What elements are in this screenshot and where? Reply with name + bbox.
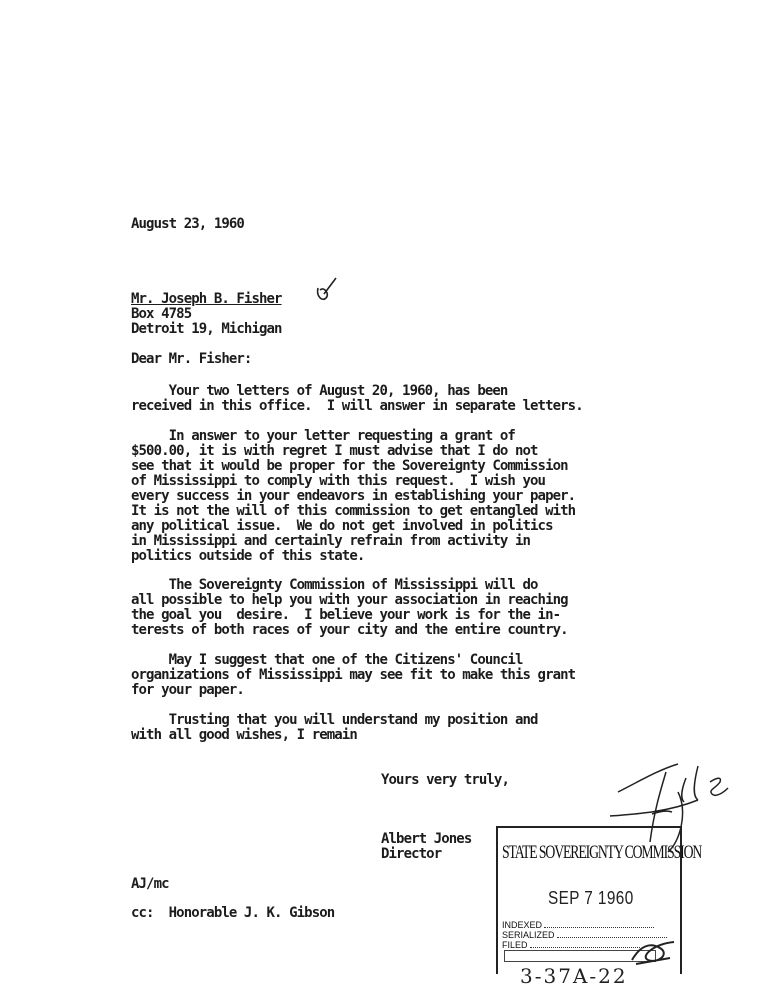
signer-name: Albert Jones bbox=[381, 831, 472, 847]
paragraph-line: May I suggest that one of the Citizens' Council bbox=[131, 652, 523, 668]
paragraph-line: terests of both races of your city and the entire country. bbox=[131, 622, 568, 638]
paragraph-line: the goal you desire. I believe your work is for the in- bbox=[131, 607, 561, 623]
stamp-field-label: FILED bbox=[502, 940, 528, 950]
letter-date: August 23, 1960 bbox=[131, 216, 244, 232]
paragraph-line: of Mississippi to comply with this request. I wish you bbox=[131, 473, 546, 489]
recipient-box: Box 4785 bbox=[131, 306, 192, 322]
stamp-title: STATE SOVEREIGNTY COMMISSION bbox=[502, 842, 702, 863]
handwritten-scribble bbox=[630, 938, 676, 968]
paragraph-line: politics outside of this state. bbox=[131, 548, 365, 564]
paragraph-line: received in this office. I will answer in separate letters. bbox=[131, 398, 583, 414]
paragraph-line: It is not the will of this commission to get entangled with bbox=[131, 503, 576, 519]
closing: Yours very truly, bbox=[381, 772, 509, 788]
paragraph-line: Trusting that you will understand my position and bbox=[131, 712, 538, 728]
paragraph-line: In answer to your letter requesting a grant of bbox=[131, 428, 515, 444]
paragraph-line: Your two letters of August 20, 1960, has been bbox=[131, 383, 508, 399]
handwritten-check-icon bbox=[314, 276, 338, 304]
cc-line: cc: Honorable J. K. Gibson bbox=[131, 905, 335, 921]
stamp-field-label: SERIALIZED bbox=[502, 930, 555, 940]
signer-title: Director bbox=[381, 846, 442, 862]
paragraph-line: all possible to help you with your association in reaching bbox=[131, 592, 568, 608]
stamp-date: SEP 7 1960 bbox=[548, 888, 634, 908]
paragraph-line: $500.00, it is with regret I must advise that I do not bbox=[131, 443, 538, 459]
paragraph-line: every success in your endeavors in establishing your paper. bbox=[131, 488, 576, 504]
top-edge-dots bbox=[619, 0, 759, 4]
paragraph-line: any political issue. We do not get involved in politics bbox=[131, 518, 553, 534]
paragraph-line: organizations of Mississippi may see fit to make this grant bbox=[131, 667, 576, 683]
stamp-field-label: INDEXED bbox=[502, 920, 543, 930]
recipient-city: Detroit 19, Michigan bbox=[131, 321, 282, 337]
paragraph-line: for your paper. bbox=[131, 682, 244, 698]
paragraph-line: The Sovereignty Commission of Mississippi will do bbox=[131, 577, 538, 593]
handwritten-file-number: 3-37A-22 bbox=[520, 964, 628, 988]
stamp-field-indexed bbox=[502, 920, 672, 930]
paragraph-line: see that it would be proper for the Sovereignty Commission bbox=[131, 458, 568, 474]
paragraph-line: in Mississippi and certainly refrain from activity in bbox=[131, 533, 531, 549]
paragraph-line: with all good wishes, I remain bbox=[131, 727, 357, 743]
typist-initials: AJ/mc bbox=[131, 876, 169, 892]
salutation: Dear Mr. Fisher: bbox=[131, 351, 252, 367]
recipient-name: Mr. Joseph B. Fisher bbox=[131, 291, 282, 307]
